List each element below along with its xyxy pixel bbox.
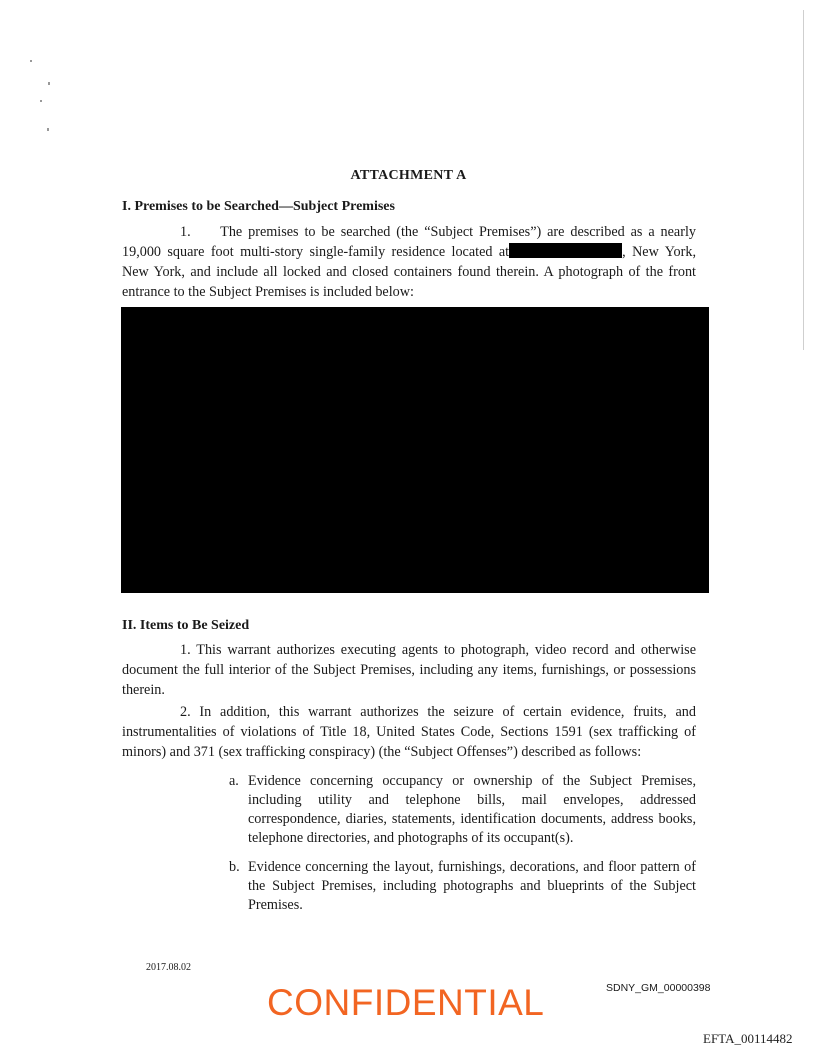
scan-speck <box>47 128 49 131</box>
scan-speck <box>30 60 32 62</box>
bates-number: SDNY_GM_00000398 <box>606 982 711 994</box>
list-marker: a. <box>229 773 239 789</box>
list-marker: b. <box>229 859 240 875</box>
scan-speck <box>40 100 42 102</box>
list-item-text: Evidence concerning the layout, furnishings, decorations, and floor pattern of the Subject Premises, including photographs and blueprints of the Subject Premises. <box>248 859 696 913</box>
document-title: ATTACHMENT A <box>350 168 467 183</box>
paragraph-text-before-redaction: The premises to be searched (the “Subject Premises”) are described as a nearly 19,000 square foot multi-story single-family residence located at <box>122 224 696 260</box>
paragraph-text-after-redaction: , New York, New York, and include all locked and closed containers found therein. A photograph of the front entrance to the Subject Premises is included below: <box>122 244 697 300</box>
list-item-text: Evidence concerning occupancy or ownership of the Subject Premises, including utility and telephone bills, mail envelopes, addressed correspondence, diaries, statements, identification documents, address books, telephone directories, and photographs of its occupant(s). <box>248 773 696 846</box>
section-2-paragraph-1: 1. This warrant authorizes executing agents to photograph, video record and otherwise document the full interior of the Subject Premises, including any items, furnishings, or possessions therein. <box>122 642 696 698</box>
footer-date: 2017.08.02 <box>146 962 191 973</box>
efta-number: EFTA_00114482 <box>703 1031 793 1046</box>
list-item-b <box>229 858 696 915</box>
section-1-heading: I. Premises to be Searched—Subject Premises <box>122 199 395 214</box>
list-item-a <box>229 772 696 848</box>
photo-redaction <box>121 307 709 593</box>
address-redaction <box>509 243 622 258</box>
paragraph-number: 1. <box>180 224 191 240</box>
section-2-paragraph-2: 2. In addition, this warrant authorizes the seizure of certain evidence, fruits, and instrumentalities of violations of Title 18, United States Code, Sections 1591 (sex trafficking of minors) and 371 (sex trafficking conspiracy) (the “Subject Offenses”) described as follows: <box>122 704 696 760</box>
section-2-heading: II. Items to Be Seized <box>122 618 250 633</box>
confidential-stamp: CONFIDENTIAL <box>267 982 545 1023</box>
section-1-paragraph-1 <box>122 222 696 302</box>
scan-speck <box>48 82 50 85</box>
